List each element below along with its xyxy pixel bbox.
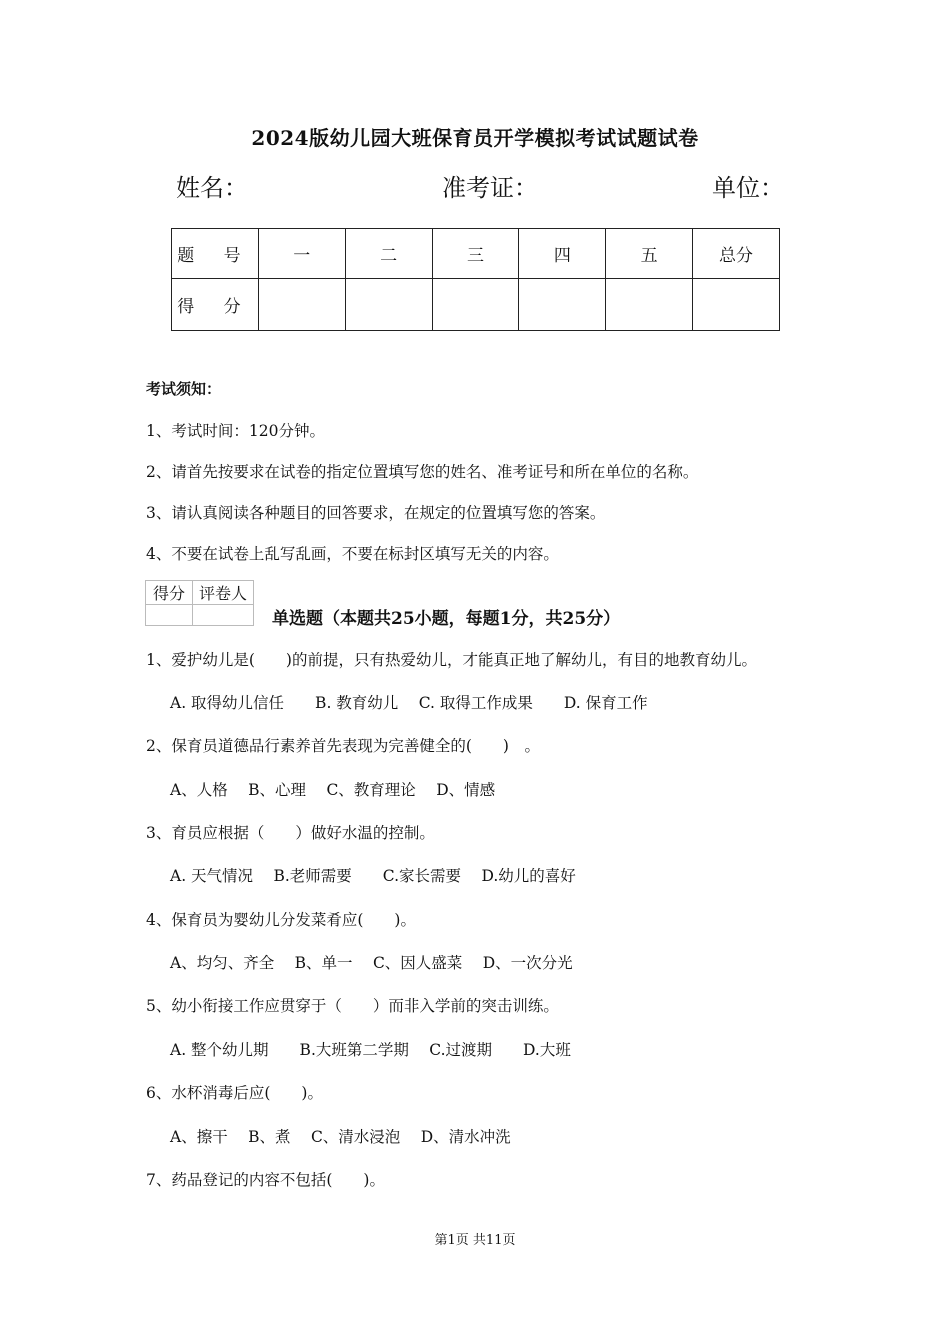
score-cell xyxy=(693,279,780,331)
question-options: A、均匀、齐全 B、单一 C、因人盛菜 D、一次分光 xyxy=(170,954,573,972)
grader-name-cell xyxy=(193,605,254,626)
question-options: A、擦干 B、煮 C、清水浸泡 D、清水冲洗 xyxy=(170,1128,511,1146)
question-text: 7、药品登记的内容不包括( )。 xyxy=(146,1171,385,1189)
unit-label: 单位： xyxy=(712,174,784,202)
column-header: 三 xyxy=(432,229,519,279)
notice-item: 3、请认真阅读各种题目的回答要求，在规定的位置填写您的答案。 xyxy=(146,504,606,522)
question-text: 6、水杯消毒后应( )。 xyxy=(146,1084,323,1102)
grader-score-cell xyxy=(146,605,193,626)
column-header: 四 xyxy=(519,229,606,279)
question-text: 4、保育员为婴幼儿分发菜肴应( )。 xyxy=(146,911,416,929)
question-text: 1、爱护幼儿是( )的前提，只有热爱幼儿，才能真正地了解幼儿，有目的地教育幼儿。 xyxy=(146,651,757,669)
question-text: 5、幼小衔接工作应贯穿于（ ）而非入学前的突击训练。 xyxy=(146,997,559,1015)
question-text: 3、育员应根据（ ）做好水温的控制。 xyxy=(146,824,435,842)
score-label: 得 分 xyxy=(172,279,259,331)
candidate-info-row xyxy=(0,168,950,204)
score-cell xyxy=(519,279,606,331)
section-title: 单选题（本题共25小题，每题1分，共25分） xyxy=(272,609,621,629)
question-number-label: 题 号 xyxy=(172,229,259,279)
grader-box xyxy=(145,580,254,626)
page-title: 2024版幼儿园大班保育员开学模拟考试试题试卷 xyxy=(251,126,699,150)
grader-name-label: 评卷人 xyxy=(193,581,254,605)
column-header: 二 xyxy=(345,229,432,279)
question-text: 2、保育员道德品行素养首先表现为完善健全的( ) 。 xyxy=(146,737,540,755)
notice-title: 考试须知： xyxy=(146,380,222,398)
column-header: 一 xyxy=(258,229,345,279)
notice-item: 4、不要在试卷上乱写乱画，不要在标封区填写无关的内容。 xyxy=(146,545,559,563)
page-footer: 第1页 共11页 xyxy=(434,1233,516,1248)
score-table-score-row xyxy=(172,279,780,331)
score-cell xyxy=(258,279,345,331)
score-cell xyxy=(606,279,693,331)
grader-score-label: 得分 xyxy=(146,581,193,605)
score-table xyxy=(171,228,780,331)
question-options: A. 天气情况 B.老师需要 C.家长需要 D.幼儿的喜好 xyxy=(170,867,576,885)
question-options: A. 整个幼儿期 B.大班第二学期 C.过渡期 D.大班 xyxy=(170,1041,571,1059)
score-cell xyxy=(345,279,432,331)
score-cell xyxy=(432,279,519,331)
score-table-header-row xyxy=(172,229,780,279)
notice-item: 1、考试时间：120分钟。 xyxy=(146,422,325,440)
question-options: A、人格 B、心理 C、教育理论 D、情感 xyxy=(170,781,496,799)
question-options: A. 取得幼儿信任 B. 教育幼儿 C. 取得工作成果 D. 保育工作 xyxy=(170,694,648,712)
column-header: 五 xyxy=(606,229,693,279)
notice-item: 2、请首先按要求在试卷的指定位置填写您的姓名、准考证号和所在单位的名称。 xyxy=(146,463,699,481)
exam-id-label: 准考证： xyxy=(442,174,538,202)
name-label: 姓名： xyxy=(176,174,248,202)
column-header: 总分 xyxy=(693,229,780,279)
